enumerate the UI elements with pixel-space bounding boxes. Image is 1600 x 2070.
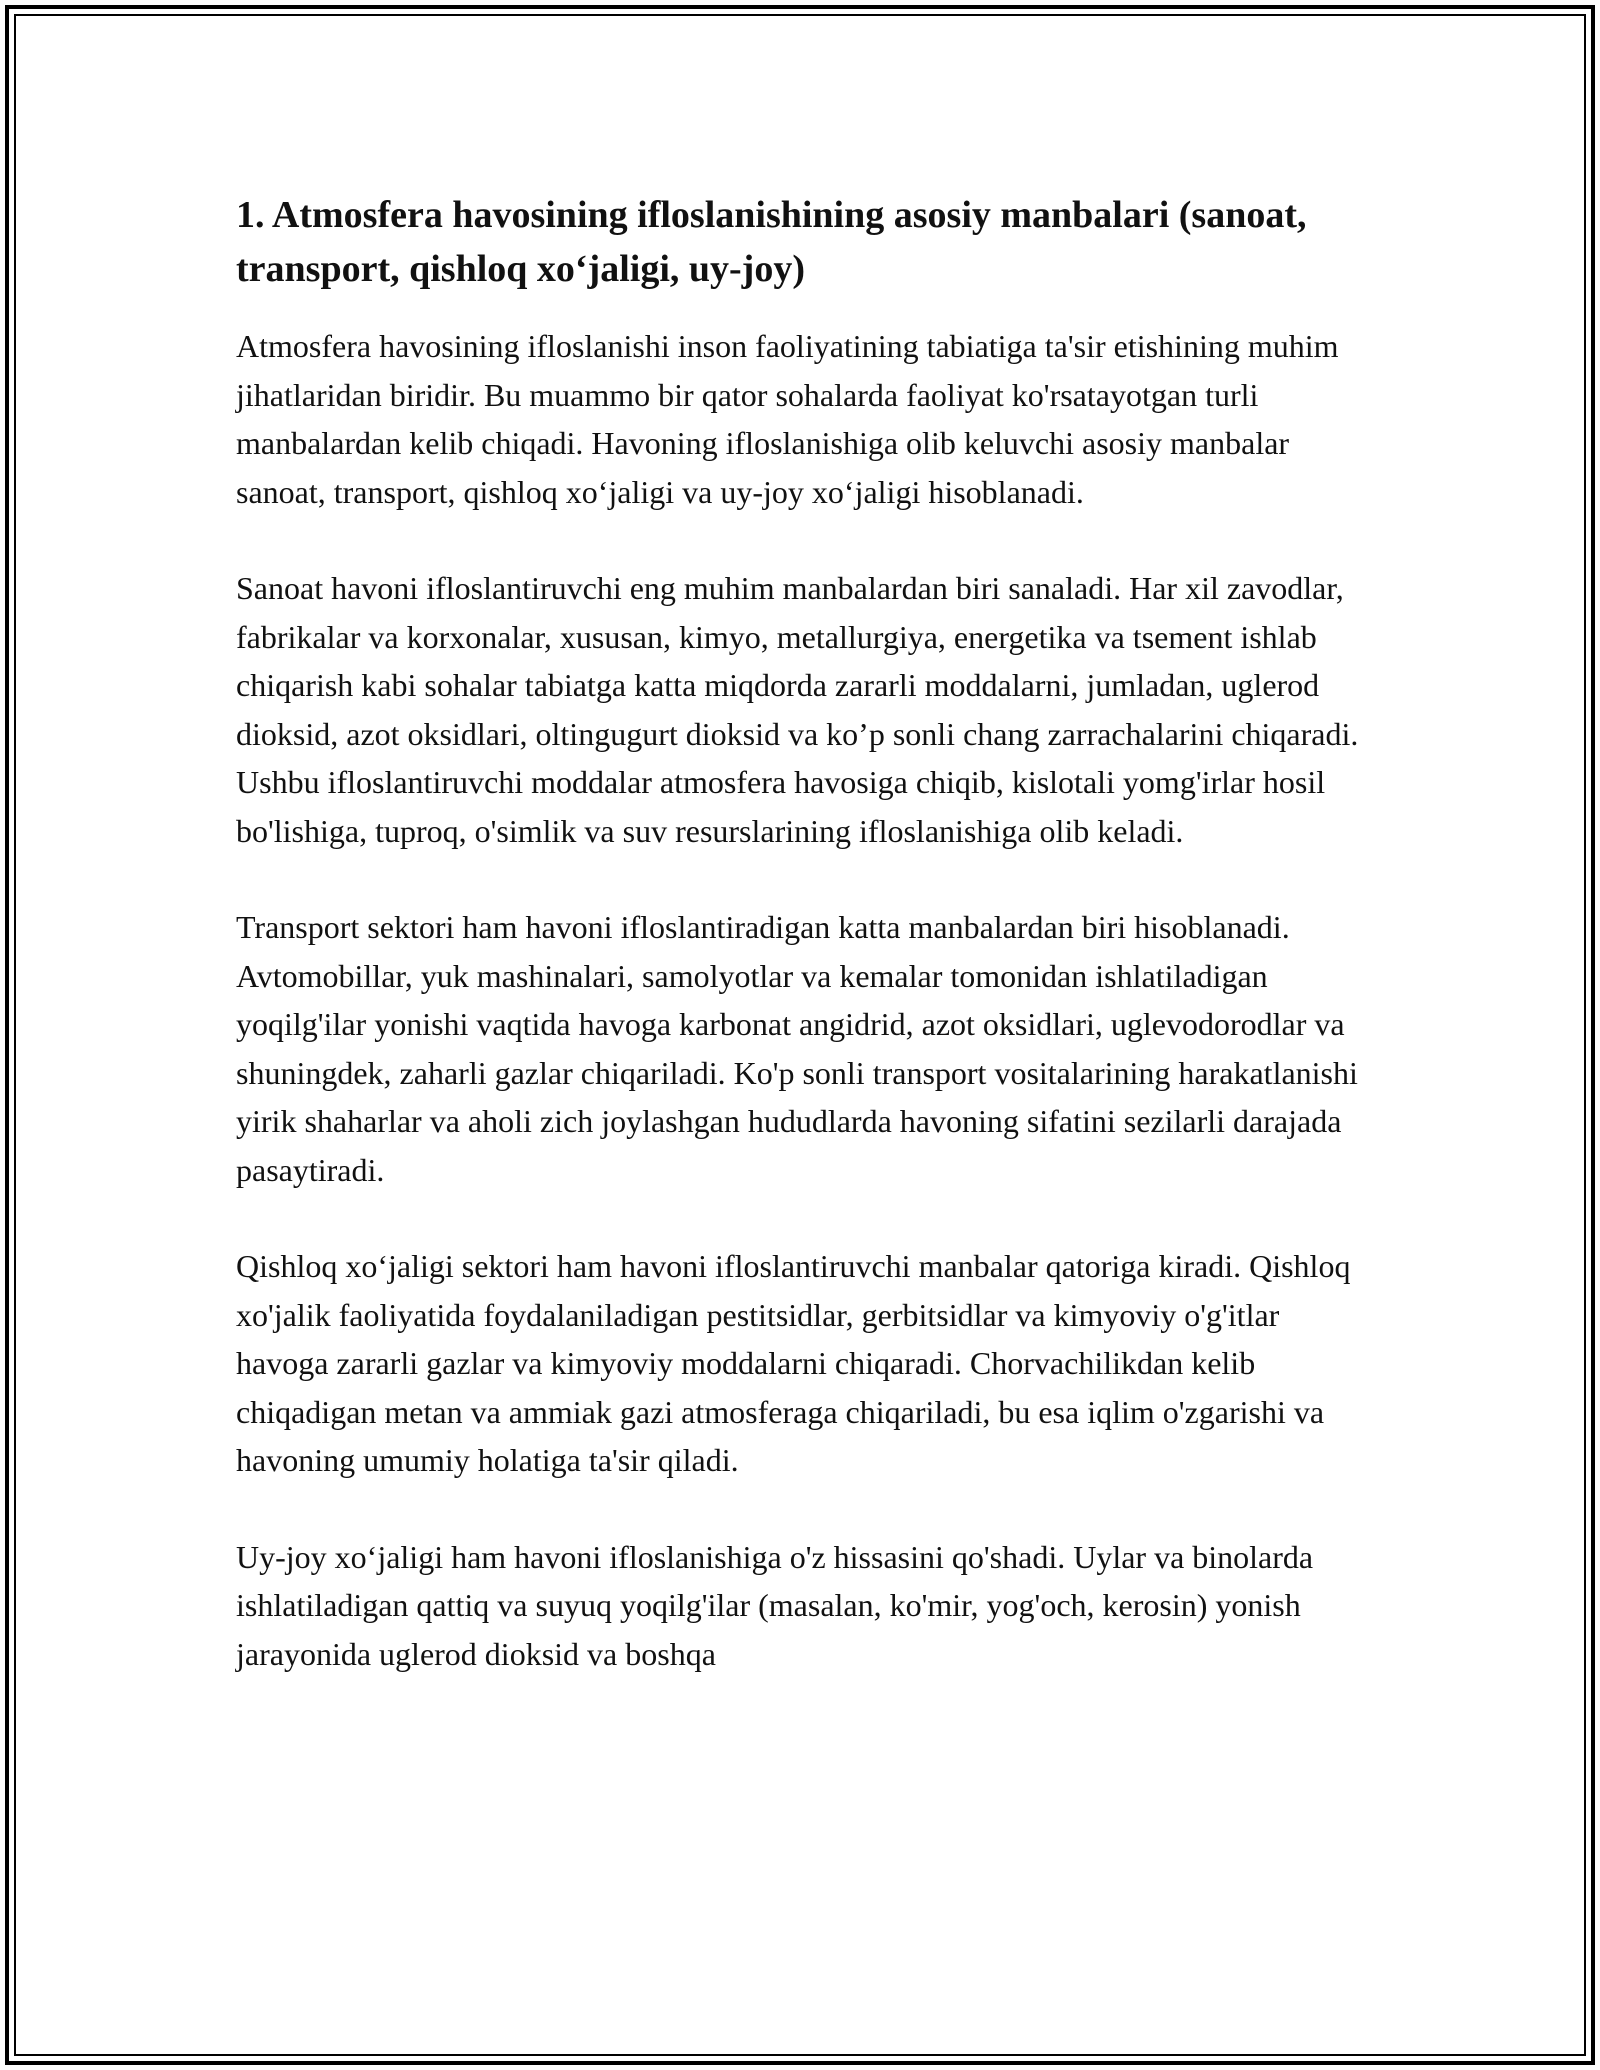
paragraph-intro: Atmosfera havosining ifloslanishi inson faoliyatining tabiatiga ta'sir etishining muhim jihatlaridan biridir. Bu muammo bir qator sohalarda faoliyat ko'rsatayotgan turli manbalardan kelib chiqadi. Havoning ifloslanishiga olib keluvchi asosiy manbalar sanoat, transport, qishloq xo‘jaligi va uy-joy xo‘jaligi hisoblanadi. [236, 328, 1339, 510]
section-heading: 1. Atmosfera havosining ifloslanishining asosiy manbalari (sanoat, transport, qishloq xo‘jaligi, uy-joy) [236, 194, 1307, 290]
paragraph-housing: Uy-joy xo‘jaligi ham havoni ifloslanishiga o'z hissasini qo'shadi. Uylar va binolarda ishlatiladigan qattiq va suyuq yoqilg'ilar (masalan, ko'mir, yog'och, kerosin) yonish jarayonida uglerod dioksid va boshqa [236, 1538, 1314, 1672]
paragraph-industry: Sanoat havoni ifloslantiruvchi eng muhim manbalardan biri sanaladi. Har xil zavodlar, fabrikalar va korxonalar, xususan, kimyo, metallurgiya, energetika va tsement ishlab chiqarish kabi sohalar tabiatga katta miqdorda zararli moddalarni, jumladan, uglerod dioksid, azot oksidlari, oltingugurt dioksid va ko’p sonli chang zarrachalarini chiqaradi. Ushbu ifloslantiruvchi moddalar atmosfera havosiga chiqib, kislotali yomg'irlar hosil bo'lishiga, tuproq, o'simlik va suv resurslarining ifloslanishiga olib keladi. [236, 570, 1359, 849]
paragraph-agriculture: Qishloq xo‘jaligi sektori ham havoni ifloslantiruvchi manbalar qatoriga kiradi. Qishloq xo'jalik faoliyatida foydalaniladigan pestitsidlar, gerbitsidlar va kimyoviy o'g'itlar havoga zararli gazlar va kimyoviy moddalarni chiqaradi. Chorvachilikdan kelib chiqadigan metan va ammiak gazi atmosferaga chiqariladi, bu esa iqlim o'zgarishi va havoning umumiy holatiga ta'sir qiladi. [236, 1248, 1351, 1478]
document-body [236, 188, 1376, 1726]
paragraph-transport: Transport sektori ham havoni ifloslantiradigan katta manbalardan biri hisoblanadi. Avtomobillar, yuk mashinalari, samolyotlar va kemalar tomonidan ishlatiladigan yoqilg'ilar yonishi vaqtida havoga karbonat angidrid, azot oksidlari, uglevodorodlar va shuningdek, zaharli gazlar chiqariladi. Ko'p sonli transport vositalarining harakatlanishi yirik shaharlar va aholi zich joylashgan hududlarda havoning sifatini sezilarli darajada pasaytiradi. [236, 909, 1358, 1188]
